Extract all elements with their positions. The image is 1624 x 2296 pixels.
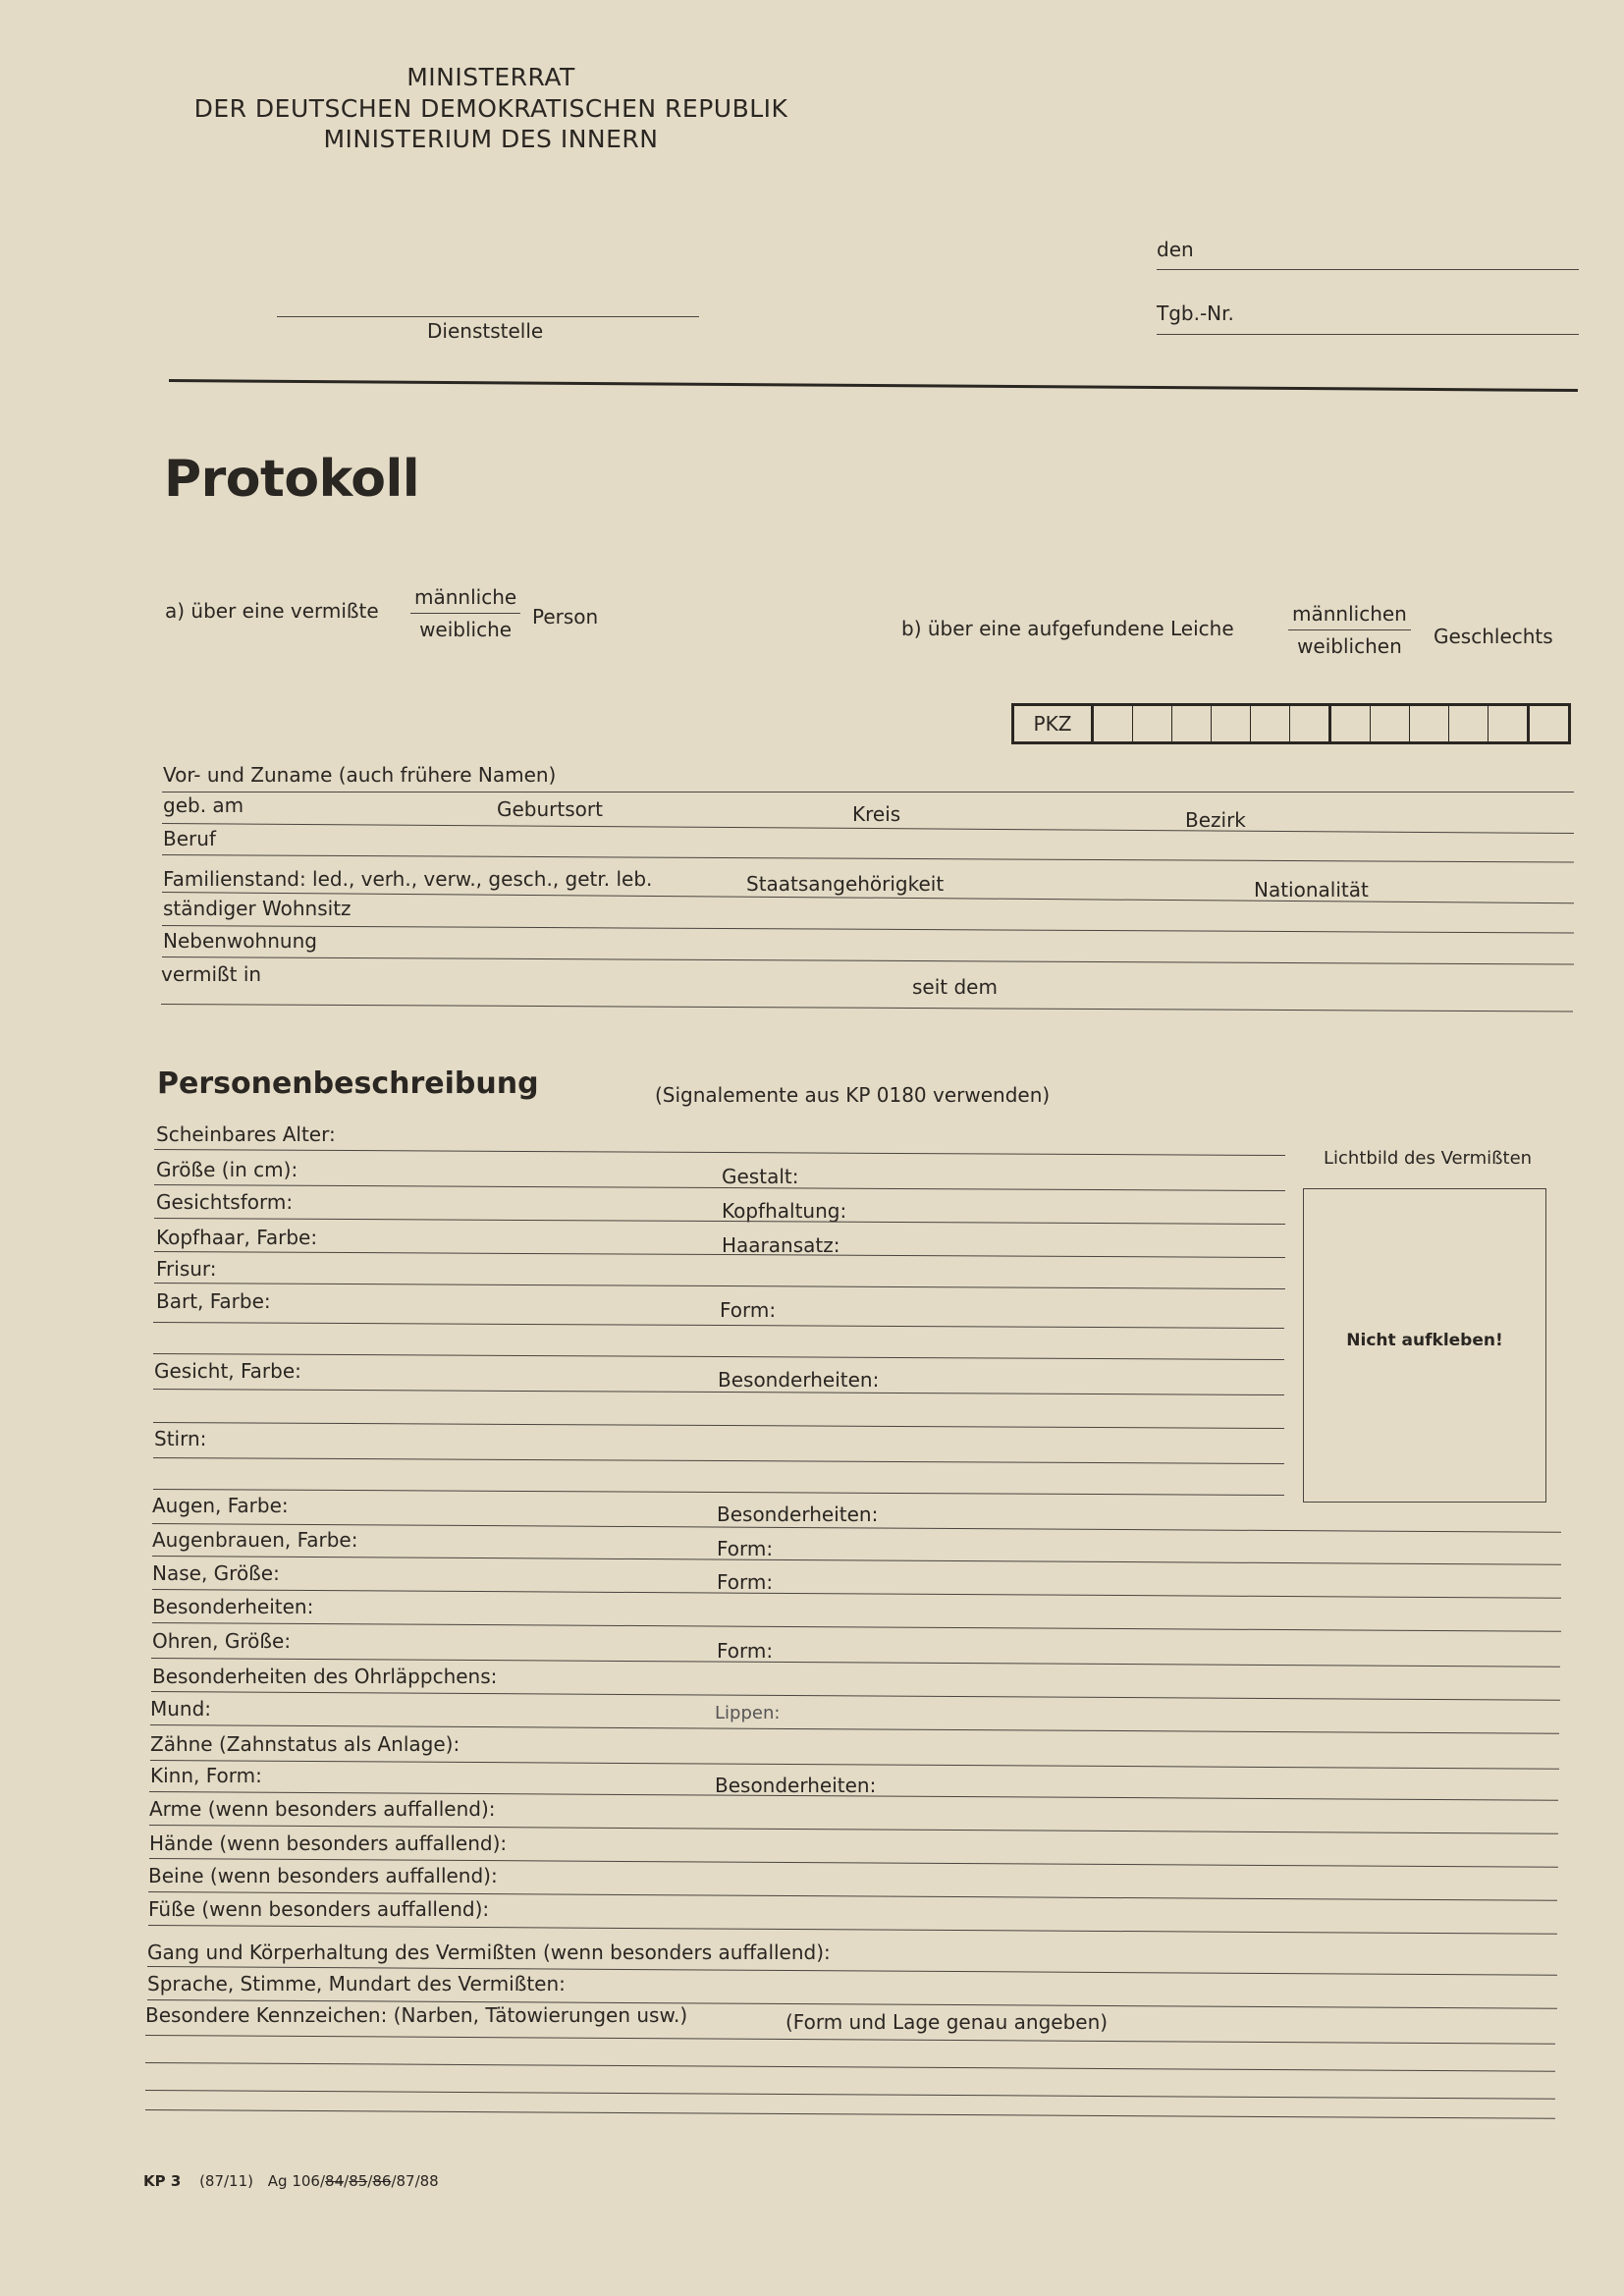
stirn-label: Stirn: — [154, 1427, 207, 1450]
kopfhaar-label: Kopfhaar, Farbe: — [156, 1226, 318, 1249]
gesicht-bes-label: Besonderheiten: — [718, 1368, 880, 1392]
name-line[interactable] — [162, 792, 1574, 793]
zaehne-label: Zähne (Zahnstatus als Anlage): — [150, 1732, 460, 1756]
kennzeichen-line-4[interactable] — [145, 2109, 1555, 2119]
beine-label: Beine (wenn besonders auffallend): — [148, 1864, 498, 1887]
bart-form-label: Form: — [720, 1298, 777, 1322]
ohren-label: Ohren, Größe: — [152, 1629, 292, 1653]
kreis-label: Kreis — [852, 802, 901, 826]
name-label: Vor- und Zuname (auch frühere Namen) — [163, 763, 557, 787]
gang-label: Gang und Körperhaltung des Vermißten (wenn besonders auffallend): — [147, 1941, 831, 1964]
description-heading: Personenbeschreibung — [157, 1066, 539, 1101]
footer-ag: Ag 106/ — [267, 2172, 326, 2190]
header-ministerium: MINISTERIUM DES INNERN — [323, 125, 659, 153]
beruf-line[interactable] — [162, 854, 1574, 863]
photo-note: Nicht aufkleben! — [1346, 1331, 1503, 1350]
dienststelle-line[interactable] — [277, 316, 699, 317]
option-b-female[interactable]: weiblichen — [1297, 634, 1402, 658]
beruf-label: Beruf — [163, 827, 216, 850]
photo-caption: Lichtbild des Vermißten — [1324, 1148, 1533, 1169]
kinn-bes-label: Besonderheiten: — [715, 1774, 877, 1797]
footer-year-3: 86 — [372, 2172, 392, 2190]
kennzeichen-line-2[interactable] — [145, 2062, 1555, 2072]
footer-year-1: 84 — [325, 2172, 345, 2190]
den-line[interactable] — [1157, 269, 1579, 270]
nase-form-label: Form: — [717, 1570, 774, 1594]
nase-line[interactable] — [152, 1589, 1561, 1599]
pkz-digit-10[interactable] — [1449, 706, 1489, 741]
alter-label: Scheinbares Alter: — [156, 1122, 336, 1146]
augen-label: Augen, Farbe: — [152, 1494, 289, 1517]
wohnsitz-label: ständiger Wohnsitz — [163, 897, 352, 920]
kopfhaltung-label: Kopfhaltung: — [722, 1199, 847, 1223]
bart-line[interactable] — [153, 1322, 1284, 1329]
option-a-prefix: a) über eine vermißte — [165, 599, 379, 623]
brauen-label: Augenbrauen, Farbe: — [152, 1528, 358, 1552]
page-title: Protokoll — [164, 450, 420, 509]
augen-bes-label: Besonderheiten: — [717, 1503, 879, 1526]
gesichtsform-line[interactable] — [154, 1218, 1285, 1225]
form-footer — [143, 2172, 439, 2190]
option-b-male[interactable]: männlichen — [1288, 602, 1411, 630]
haaransatz-label: Haaransatz: — [722, 1233, 840, 1257]
stirn-line-2[interactable] — [153, 1489, 1284, 1496]
pkz-digit-8[interactable] — [1371, 706, 1410, 741]
ohrlaeppchen-line[interactable] — [151, 1691, 1560, 1701]
stirn-line[interactable] — [153, 1457, 1284, 1464]
option-b-suffix: Geschlechts — [1434, 625, 1553, 648]
sprache-label: Sprache, Stimme, Mundart des Vermißten: — [147, 1972, 566, 1995]
groesse-label: Größe (in cm): — [156, 1158, 298, 1181]
vermisst-line[interactable] — [161, 1004, 1573, 1012]
footer-sep-2: / — [367, 2172, 373, 2190]
tgb-nr-label: Tgb.-Nr. — [1157, 301, 1234, 325]
frisur-label: Frisur: — [156, 1257, 217, 1281]
zaehne-line[interactable] — [150, 1760, 1559, 1770]
staatsangehoerigkeit-label: Staatsangehörigkeit — [746, 872, 945, 896]
pkz-digit-4[interactable] — [1212, 706, 1251, 741]
nationalitaet-label: Nationalität — [1254, 878, 1369, 902]
photo-box[interactable] — [1303, 1188, 1546, 1503]
option-b-prefix: b) über eine aufgefundene Leiche — [901, 617, 1234, 640]
wohnsitz-line[interactable] — [162, 925, 1574, 934]
pkz-label: PKZ — [1014, 706, 1094, 741]
footer-rest: /87/88 — [391, 2172, 439, 2190]
pkz-digit-3[interactable] — [1172, 706, 1212, 741]
kennzeichen-note: (Form und Lage genau angeben) — [785, 2010, 1109, 2034]
vermisst-in-label: vermißt in — [161, 962, 262, 986]
nase-bes-line[interactable] — [152, 1622, 1561, 1632]
header-ddr: DER DEUTSCHEN DEMOKRATISCHEN REPUBLIK — [193, 94, 788, 123]
footer-code: KP 3 — [143, 2172, 182, 2190]
arme-label: Arme (wenn besonders auffallend): — [149, 1797, 496, 1821]
footer-sep-1: / — [344, 2172, 350, 2190]
groesse-line[interactable] — [154, 1184, 1285, 1191]
gesicht-line-2[interactable] — [153, 1422, 1284, 1429]
option-a-suffix: Person — [532, 605, 599, 629]
pkz-digit-9[interactable] — [1410, 706, 1449, 741]
kennzeichen-label: Besondere Kennzeichen: (Narben, Tätowierungen usw.) — [145, 2003, 688, 2027]
frisur-line[interactable] — [154, 1283, 1285, 1289]
option-a-gender-fraction[interactable] — [410, 585, 520, 641]
gesicht-label: Gesicht, Farbe: — [154, 1359, 301, 1383]
option-b-gender-fraction[interactable] — [1288, 602, 1411, 658]
lippen-label: Lippen: — [715, 1703, 781, 1723]
pkz-digit-12[interactable] — [1530, 706, 1568, 741]
pkz-digit-2[interactable] — [1133, 706, 1172, 741]
ohrlaeppchen-label: Besonderheiten des Ohrläppchens: — [152, 1665, 498, 1688]
gestalt-label: Gestalt: — [722, 1165, 799, 1188]
option-a-male[interactable]: männliche — [410, 585, 520, 614]
tgb-nr-line[interactable] — [1157, 334, 1579, 335]
pkz-digit-5[interactable] — [1251, 706, 1290, 741]
pkz-digit-1[interactable] — [1094, 706, 1133, 741]
pkz-digit-6[interactable] — [1290, 706, 1331, 741]
header-divider — [169, 379, 1578, 392]
den-label: den — [1157, 238, 1194, 261]
footer-year-2: 85 — [349, 2172, 368, 2190]
nase-label: Nase, Größe: — [152, 1561, 280, 1585]
nase-bes-label: Besonderheiten: — [152, 1595, 314, 1618]
bart-label: Bart, Farbe: — [156, 1289, 271, 1313]
pkz-box — [1011, 703, 1571, 744]
nebenwohnung-line[interactable] — [162, 957, 1574, 965]
description-note: (Signalemente aus KP 0180 verwenden) — [655, 1083, 1051, 1107]
header-ministerrat: MINISTERRAT — [406, 63, 575, 91]
kennzeichen-line-3[interactable] — [145, 2090, 1555, 2100]
fuesse-label: Füße (wenn besonders auffallend): — [148, 1897, 490, 1921]
haende-label: Hände (wenn besonders auffallend): — [149, 1831, 508, 1855]
pkz-digit-7[interactable] — [1331, 706, 1371, 741]
bart-line-2[interactable] — [153, 1353, 1284, 1360]
kopfhaar-line[interactable] — [154, 1251, 1285, 1258]
option-a-female[interactable]: weibliche — [419, 618, 513, 641]
kinn-label: Kinn, Form: — [150, 1764, 262, 1787]
familienstand-label: Familienstand: led., verh., verw., gesch., getr. leb. — [163, 867, 653, 891]
brauen-line[interactable] — [152, 1556, 1561, 1565]
geb-am-label: geb. am — [163, 793, 244, 817]
dienststelle-label: Dienststelle — [427, 319, 544, 343]
geburtsort-label: Geburtsort — [497, 797, 603, 821]
alter-line[interactable] — [154, 1149, 1285, 1156]
pkz-digit-11[interactable] — [1489, 706, 1530, 741]
seit-dem-label: seit dem — [912, 975, 998, 999]
nebenwohnung-label: Nebenwohnung — [163, 929, 317, 953]
fuesse-line[interactable] — [148, 1925, 1557, 1935]
footer-version: (87/11) — [199, 2172, 253, 2190]
bezirk-label: Bezirk — [1185, 808, 1246, 832]
mund-label: Mund: — [150, 1697, 212, 1721]
kennzeichen-line-1[interactable] — [145, 2035, 1555, 2045]
brauen-form-label: Form: — [717, 1537, 774, 1560]
gesichtsform-label: Gesichtsform: — [156, 1190, 294, 1214]
ohren-form-label: Form: — [717, 1639, 774, 1663]
